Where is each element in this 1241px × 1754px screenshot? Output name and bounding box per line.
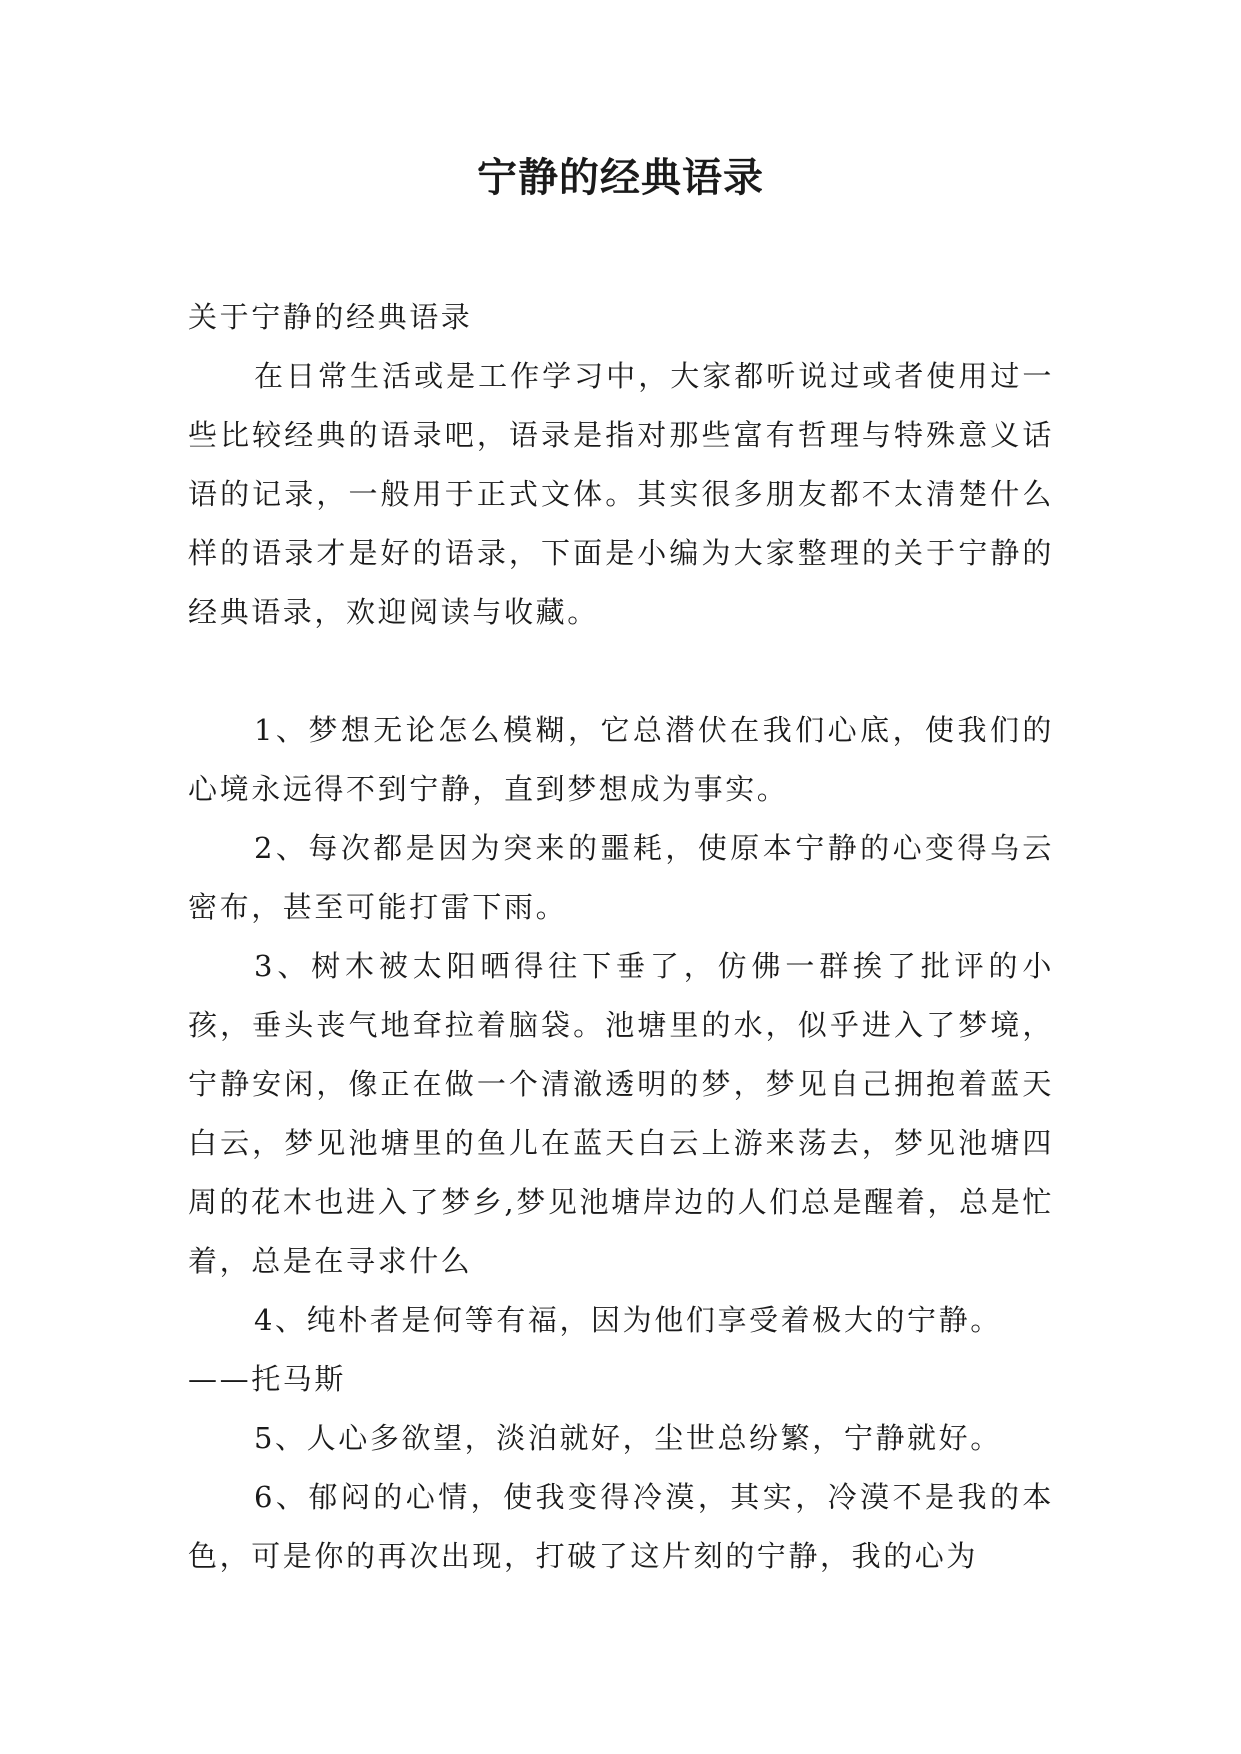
quote-item-4: 4、纯朴者是何等有福，因为他们享受着极大的宁静。 [254, 1303, 1002, 1337]
intro-paragraph: 在日常生活或是工作学习中，大家都听说过或者使用过一些比较经典的语录吧，语录是指对那些富有哲理与特殊意义话语的记录，一般用于正式文体。其实很多朋友都不太清楚什么样的语录才是好的语录，下面是小编为大家整理的关于宁静的经典语录，欢迎阅读与收藏。 [188, 359, 1054, 629]
quote-item-6: 6、郁闷的心情，使我变得冷漠，其实，冷漠不是我的本色，可是你的再次出现，打破了这片刻的宁静，我的心为 [188, 1480, 1054, 1573]
paragraph-spacer [188, 642, 1054, 701]
page-title: 宁静的经典语录 [477, 154, 764, 201]
quote-item-3: 3、树木被太阳晒得往下垂了，仿佛一群挨了批评的小孩，垂头丧气地耷拉着脑袋。池塘里的水，似乎进入了梦境，宁静安闲，像正在做一个清澈透明的梦，梦见自己拥抱着蓝天白云，梦见池塘里的鱼儿在蓝天白云上游来荡去，梦见池塘四周的花木也进入了梦乡,梦见池塘岸边的人们总是醒着，总是忙着，总是在寻求什么 [188, 949, 1054, 1278]
document-subtitle: 关于宁静的经典语录 [188, 300, 473, 334]
quote-item-1: 1、梦想无论怎么模糊，它总潜伏在我们心底，使我们的心境永远得不到宁静，直到梦想成为事实。 [188, 713, 1054, 806]
document-body [188, 288, 1054, 1586]
quote-4-attribution: ——托马斯 [188, 1362, 347, 1396]
quote-item-5: 5、人心多欲望，淡泊就好，尘世总纷繁，宁静就好。 [254, 1421, 1002, 1455]
quote-item-2: 2、每次都是因为突来的噩耗，使原本宁静的心变得乌云密布，甚至可能打雷下雨。 [188, 831, 1054, 924]
